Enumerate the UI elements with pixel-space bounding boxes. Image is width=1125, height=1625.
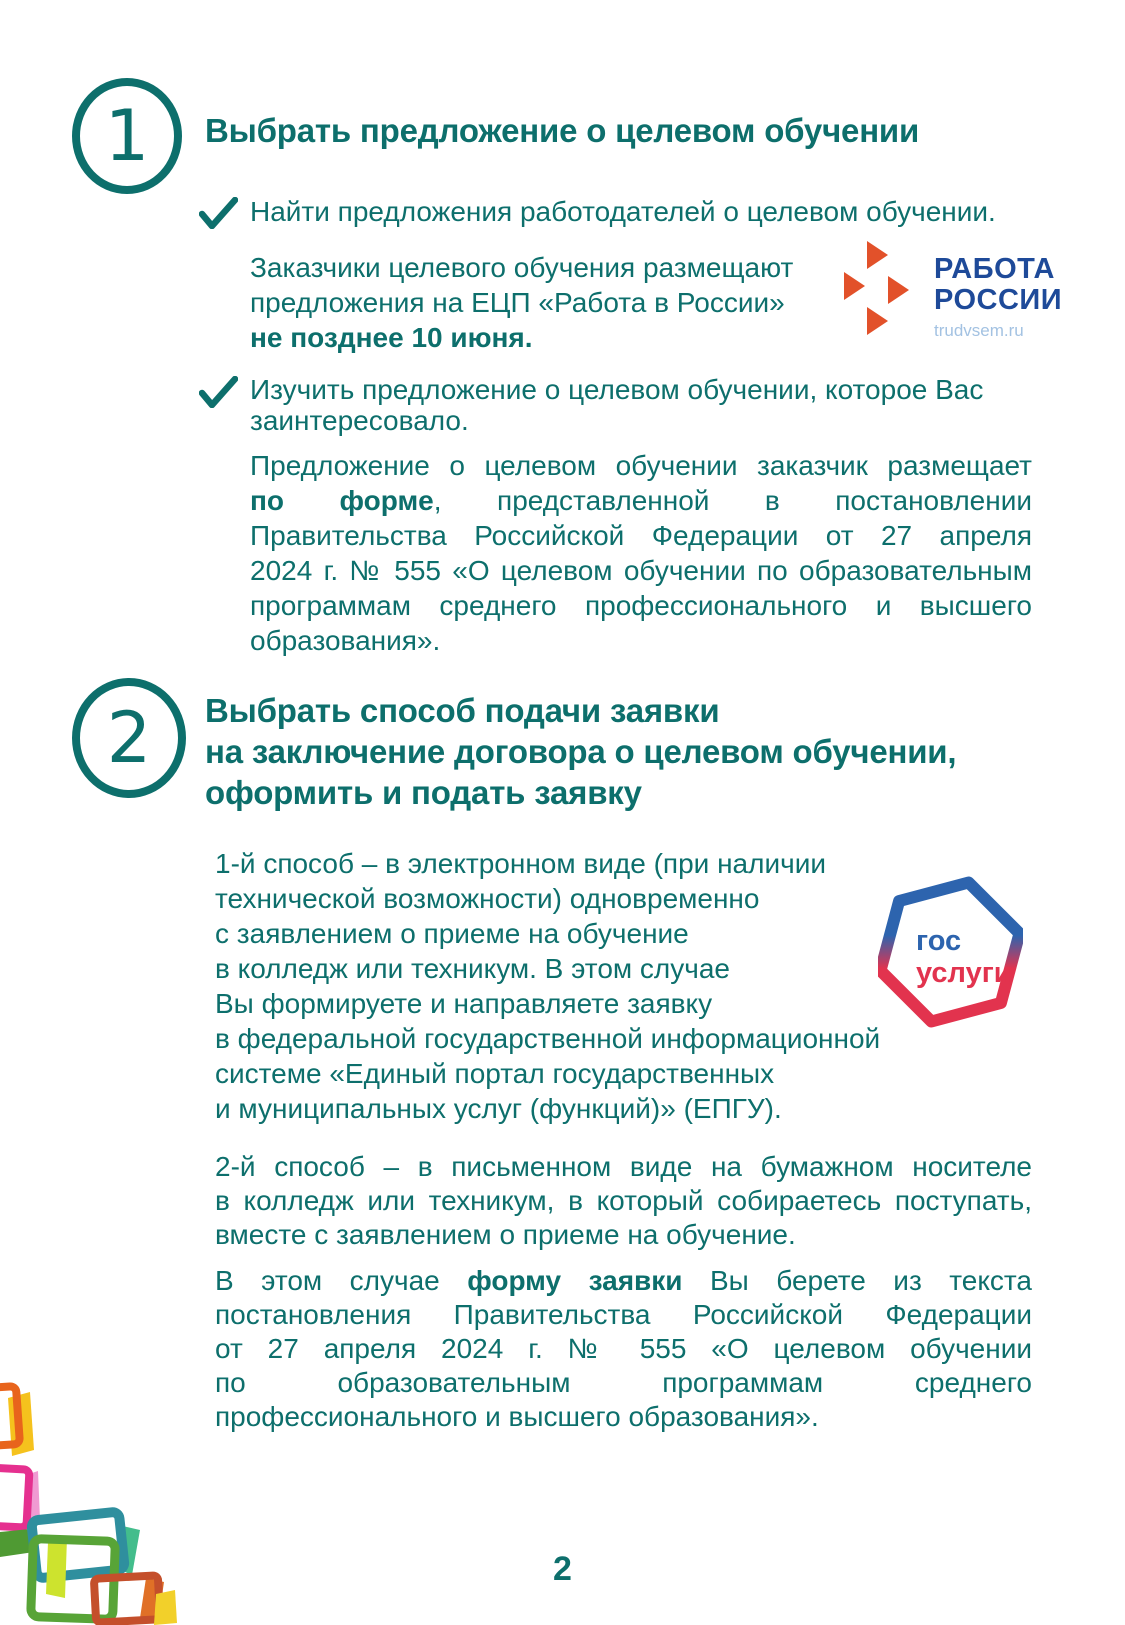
rabota-rossii-wordmark-line1: РАБОТА [934,253,1055,285]
step1-item1-paragraph: Заказчики целевого обучения размещают предложения на ЕЦП «Работа в России» не позднее 10 июня. [250,252,794,353]
step1-item1-text: Найти предложения работодателей о целевом обучении. [250,196,996,227]
step1-item2-paragraph: Предложение о целевом обучении заказчик размещает по форме, представленной в постановлении Правительства Российской Федерации от 27 апреля 2024 г. № 555 «О целевом обучении по образовательным программам среднего профессионального и высшего образования». [250,450,1032,656]
step2-form-paragraph: В этом случае форму заявки Вы берете из текста постановления Правительства Российской Федерации от 27 апреля 2024 г. № 555 «О целевом обучении по образовательным программам среднего профессионального и высшего образования». [215,1265,1032,1432]
step2-method2-paragraph: 2-й способ – в письменном виде на бумажном носителе в колледж или техникум, в который собираетесь поступать, вместе с заявлением о приеме на обучение. [215,1151,1032,1250]
gosuslugi-wordmark-line2: услуги [916,957,1012,989]
gosuslugi-logo [878,872,1023,1039]
step2-number-badge [72,678,186,798]
checkmark-icon [199,376,238,413]
rabota-rossii-triangles-icon [830,240,920,341]
gosuslugi-wordmark-line1: гос [916,925,962,957]
page-number: 2 [553,1550,572,1588]
step2-number: 2 [106,697,152,779]
step2-title: Выбрать способ подачи заявки на заключение договора о целевом обучении, оформить и подать заявку [205,692,957,811]
trudvsem-url: trudvsem.ru [934,321,1024,340]
step1-number-badge [72,78,182,194]
rabota-rossii-wordmark-line2: РОССИИ [934,284,1063,316]
step2-method1-paragraph: 1-й способ – в электронном виде (при наличии технической возможности) одновременно с заявлением о приеме на обучение в колледж или техникум. В этом случае Вы формируете и направляете заявку в федеральной государственной информационной системе «Единый портал государственных и муниципальных услуг (функций)» (ЕПГУ). [215,848,881,1124]
rabota-rossii-logo [830,240,1062,341]
checkmark-icon [199,197,238,234]
step1-item2-text: Изучить предложение о целевом обучении, которое Вас заинтересовало. [250,374,984,436]
step1-number: 1 [104,95,150,177]
step1-title: Выбрать предложение о целевом обучении [205,112,920,149]
